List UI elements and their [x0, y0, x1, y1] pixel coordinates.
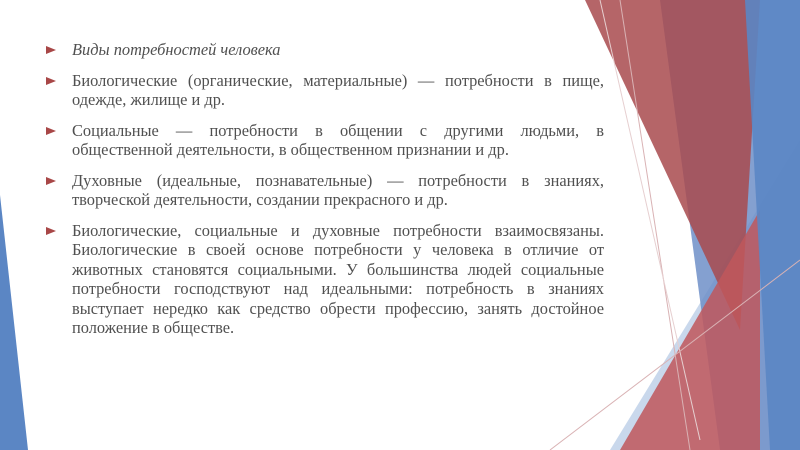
bullet-item	[46, 71, 604, 110]
bullet-heading: Виды потребностей человека	[72, 40, 281, 59]
slide-content	[46, 40, 604, 349]
red-band-bottom	[620, 210, 760, 450]
bullet-text: Духовные (идеальные, познавательные) — потребности в знаниях, творческой деятельности, создании прекрасного и др.	[72, 170, 604, 209]
bullet-text: Биологические (органические, материальные) — потребности в пище, одежде, жилище и др.	[72, 70, 604, 109]
bullet-arrow-icon	[46, 46, 56, 54]
bullet-arrow-icon	[46, 227, 56, 235]
bullet-text: Социальные — потребности в общении с другими людьми, в общественной деятельности, в общественном признании и др.	[72, 120, 604, 159]
bullet-item	[46, 171, 604, 210]
left-blue-strip	[0, 195, 28, 450]
bullet-text: Биологические, социальные и духовные потребности взаимосвязаны. Биологические в своей основе потребности у человека в отличие от животных становятся социальными. У большинства людей социальные потребности господствуют над идеальными: потребность в знаниях выступает нередко как средство обрести профессию, занять достойное положение в обществе.	[72, 220, 604, 337]
bullet-arrow-icon	[46, 77, 56, 85]
bullet-item	[46, 221, 604, 338]
bullet-item	[46, 121, 604, 160]
bullet-arrow-icon	[46, 177, 56, 185]
bullet-item	[46, 40, 604, 60]
bullet-arrow-icon	[46, 127, 56, 135]
